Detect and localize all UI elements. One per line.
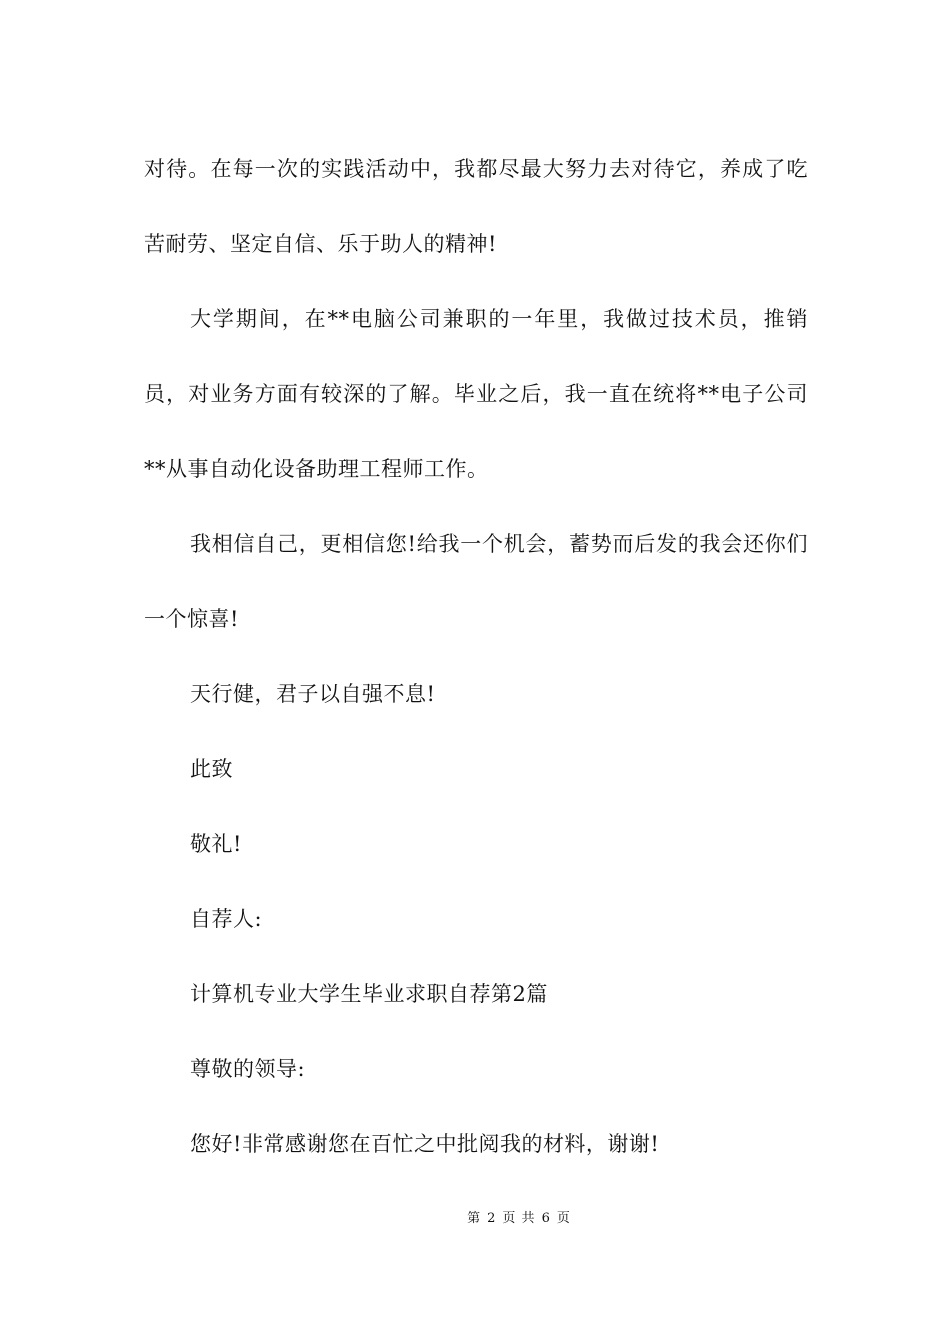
page-footer (0, 1207, 950, 1226)
footer-suffix: 页 (556, 1211, 571, 1226)
section-title: 计算机专业大学生毕业求职自荐第2篇 (190, 982, 548, 1006)
document-body (144, 132, 808, 1182)
paragraph-motto: 天行健，君子以自强不息! (190, 682, 436, 706)
page-number-total: 6 (541, 1211, 551, 1226)
greeting-addressee: 尊敬的领导: (190, 1057, 306, 1081)
signature-label: 自荐人: (190, 907, 263, 931)
closing-regards: 敬礼! (190, 832, 242, 856)
greeting-thanks: 您好!非常感谢您在百忙之中批阅我的材料，谢谢! (190, 1132, 660, 1156)
paragraph-continuation: 对待。在每一次的实践活动中，我都尽最大努力去对待它，养成了吃苦耐劳、坚定自信、乐于助人的精神! (144, 157, 808, 256)
paragraph-work-experience: 大学期间，在**电脑公司兼职的一年里，我做过技术员，推销员，对业务方面有较深的了解。毕业之后，我一直在统将**电子公司**从事自动化设备助理工程师工作。 (144, 307, 808, 481)
page-number-current: 2 (487, 1211, 497, 1226)
closing-salutation: 此致 (190, 757, 233, 781)
footer-middle: 页 共 (502, 1211, 536, 1226)
footer-prefix: 第 (467, 1211, 482, 1226)
paragraph-confidence: 我相信自己，更相信您!给我一个机会，蓄势而后发的我会还你们一个惊喜! (144, 532, 808, 631)
